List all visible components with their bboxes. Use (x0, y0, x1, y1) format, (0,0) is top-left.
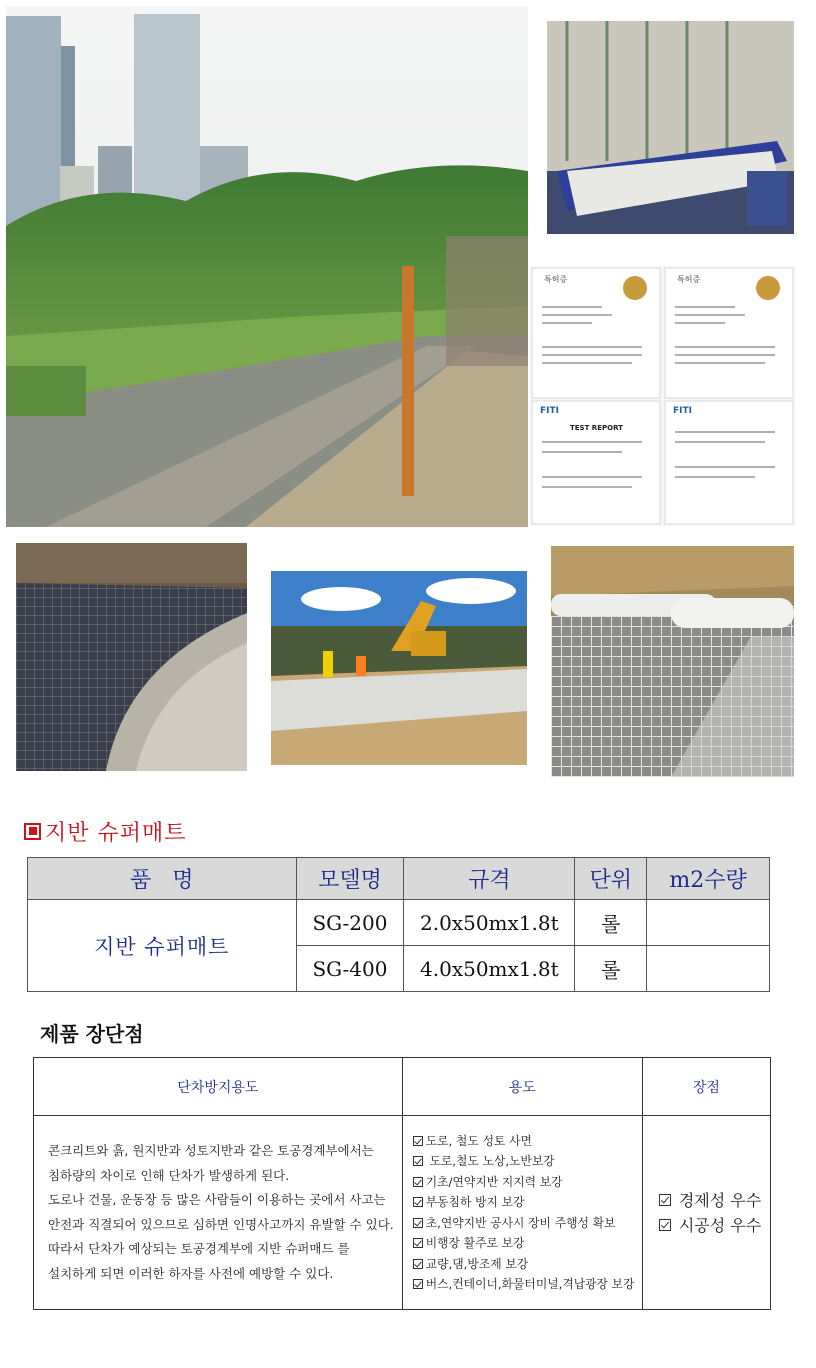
list-item (413, 1274, 636, 1295)
list-item (413, 1172, 636, 1193)
header-uses: 용도 (402, 1058, 642, 1116)
header-spec: 규격 (404, 858, 575, 900)
uses-list (413, 1131, 636, 1295)
pro-label: 시공성 우수 (678, 1215, 762, 1235)
list-item (413, 1254, 636, 1275)
header-qty: m2수량 (647, 858, 770, 900)
use-label: 초,연약지반 공사시 장비 주행성 확보 (425, 1215, 616, 1230)
description-line: 콘크리트와 흙, 원지반과 성토지반과 같은 토공경계부에서는 (48, 1143, 374, 1158)
list-item (413, 1213, 636, 1234)
model-cell: SG-400 (296, 946, 404, 992)
checkbox-icon (413, 1197, 423, 1207)
certificates-photo (530, 266, 795, 526)
pros-cell (642, 1116, 770, 1310)
checkbox-icon (413, 1279, 423, 1289)
unit-cell: 롤 (575, 900, 647, 946)
list-item (659, 1213, 770, 1238)
checkbox-icon (413, 1238, 423, 1248)
description-line: 도로나 건물, 운동장 등 많은 사람들이 이용하는 곳에서 사고는 (48, 1192, 386, 1207)
header-model: 모델명 (296, 858, 404, 900)
checkbox-icon (413, 1156, 423, 1166)
checkbox-icon (413, 1218, 423, 1228)
checkbox-icon (413, 1177, 423, 1187)
section-title: 지반 슈퍼매트 (45, 820, 187, 846)
factory-rolls-photo (547, 21, 794, 234)
list-item (413, 1192, 636, 1213)
list-item (413, 1151, 636, 1172)
use-label: 도로, 철도 성토 사면 (425, 1133, 532, 1148)
features-table (33, 1057, 771, 1310)
checkbox-icon (413, 1136, 423, 1146)
lab-logo-2: FITI (673, 406, 692, 416)
pro-label: 경제성 우수 (678, 1190, 762, 1210)
use-label: 비행장 활주로 보강 (425, 1236, 525, 1250)
certificate-title: 특허증 (544, 275, 568, 284)
description-line: 따라서 단차가 예상되는 토공경계부에 지반 슈퍼매드 를 (48, 1241, 350, 1256)
spec-cell: 2.0x50mx1.8t (404, 900, 575, 946)
features-header-row (34, 1058, 771, 1116)
header-pros: 장점 (642, 1058, 770, 1116)
header-product-name: 품 명 (28, 858, 297, 900)
use-label: 교량,댐,방조제 보강 (425, 1256, 529, 1271)
checkbox-icon (413, 1259, 423, 1269)
spec-cell: 4.0x50mx1.8t (404, 946, 575, 992)
pros-list (643, 1188, 770, 1238)
description-line: 안전과 직결되어 있으므로 심하면 인명사고까지 유발할 수 있다. (48, 1216, 394, 1232)
red-square-bullet-icon (24, 823, 41, 840)
list-item (659, 1188, 770, 1213)
use-label: 기초/연약지반 지지력 보강 (425, 1174, 563, 1189)
uses-cell (402, 1116, 642, 1310)
features-title: 제품 장단점 (40, 1022, 144, 1046)
mat-rolls-photo (551, 546, 794, 777)
lab-logo: FITI (540, 406, 559, 416)
list-item (413, 1233, 636, 1254)
features-body-row (34, 1116, 771, 1310)
use-label: 도로,철도 노상,노반보강 (425, 1154, 555, 1168)
description-line: 설치하게 되면 이러한 하자를 사전에 예방할 수 있다. (48, 1265, 334, 1281)
table-row (28, 900, 770, 946)
list-item (413, 1131, 636, 1152)
section-heading (24, 816, 187, 846)
header-purpose: 단차방지용도 (34, 1058, 403, 1116)
checkbox-icon (659, 1219, 671, 1231)
spec-header-row (28, 858, 770, 900)
description-cell (34, 1116, 403, 1310)
city-construction-photo (6, 6, 528, 527)
description-line: 침하량의 차이로 인해 단차가 발생하게 된다. (48, 1167, 290, 1183)
unit-cell: 롤 (575, 946, 647, 992)
test-report-title: TEST REPORT (570, 424, 623, 432)
header-unit: 단위 (575, 858, 647, 900)
qty-cell (647, 946, 770, 992)
use-label: 부동침하 방지 보강 (425, 1195, 525, 1209)
qty-cell (647, 900, 770, 946)
use-label: 버스,컨테이너,화물터미널,격납광장 보강 (425, 1277, 635, 1291)
site-workers-photo (271, 571, 527, 765)
model-cell: SG-200 (296, 900, 404, 946)
certificate-title-2: 특허증 (677, 275, 701, 284)
gravel-mat-photo (16, 543, 247, 771)
spec-table (27, 857, 770, 992)
checkbox-icon (659, 1194, 671, 1206)
product-name-cell: 지반 슈퍼매트 (28, 900, 297, 992)
